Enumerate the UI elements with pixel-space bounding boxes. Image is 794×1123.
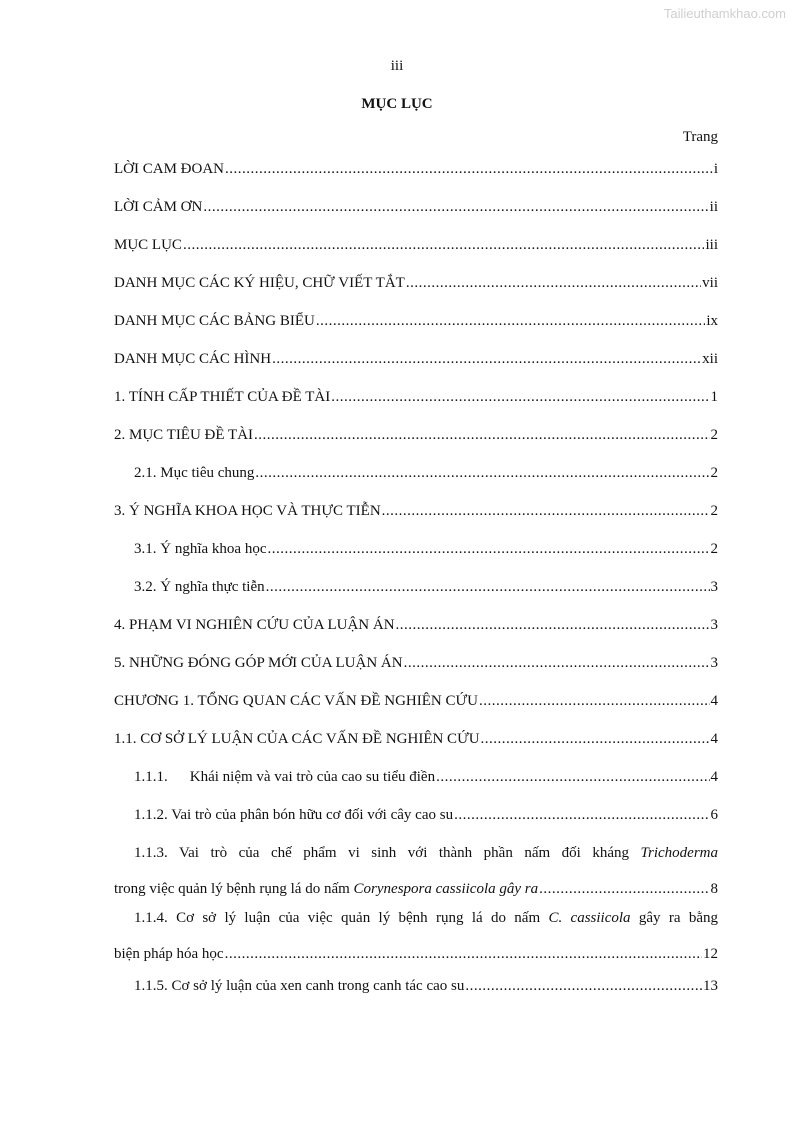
toc-entry-label: DANH MỤC CÁC HÌNH <box>114 351 272 367</box>
toc-entry[interactable] <box>134 976 718 996</box>
toc-entry[interactable] <box>134 577 718 597</box>
page-column-header: Trang <box>682 129 718 145</box>
toc-entry-page: 3 <box>710 655 718 671</box>
toc-entry-page: 12 <box>703 946 718 962</box>
toc-entry-page: 3 <box>710 579 718 595</box>
toc-entry[interactable] <box>114 235 718 255</box>
leader-dots <box>267 539 709 559</box>
toc-entry-text: gây ra bằng <box>630 910 718 926</box>
toc-entry-label: 5. NHỮNG ĐÓNG GÓP MỚI CỦA LUẬN ÁN <box>114 655 403 671</box>
toc-entry-label: 1.1.5. Cơ sở lý luận của xen canh trong canh tác cao su <box>134 978 465 994</box>
toc-entry-label: DANH MỤC CÁC BẢNG BIỂU <box>114 313 315 329</box>
leader-dots <box>316 311 705 331</box>
leader-dots <box>225 944 702 964</box>
toc-entry-page: ii <box>709 199 718 215</box>
toc-entry-line <box>114 944 718 964</box>
toc-entry-line <box>114 879 718 899</box>
toc-entry-label: 4. PHẠM VI NGHIÊN CỨU CỦA LUẬN ÁN <box>114 617 395 633</box>
toc-entry-label: 1.1.2. Vai trò của phân bón hữu cơ đối với cây cao su <box>134 807 454 823</box>
toc-entry-page: 2 <box>710 541 718 557</box>
toc-entry-label: 2. MỤC TIÊU ĐỀ TÀI <box>114 427 254 443</box>
toc-entry-text: biện pháp hóa học <box>114 946 224 962</box>
toc-entry-text: Khái niệm và vai trò của cao su tiểu điền <box>189 769 436 785</box>
leader-dots <box>225 159 713 179</box>
toc-entry[interactable] <box>134 539 718 559</box>
leader-dots <box>331 387 709 407</box>
toc-entry-label: 2.1. Mục tiêu chung <box>134 465 255 481</box>
leader-dots <box>255 463 709 483</box>
toc-entry-label: LỜI CAM ĐOAN <box>114 161 224 177</box>
toc-entry-page: iii <box>705 237 718 253</box>
leader-dots <box>481 729 710 749</box>
leader-dots <box>404 653 710 673</box>
toc-entry-label: 3.1. Ý nghĩa khoa học <box>134 541 267 557</box>
toc-entry-page: vii <box>702 275 718 291</box>
toc-entry[interactable] <box>114 387 718 407</box>
toc-entry-page: i <box>713 161 718 177</box>
toc-entry[interactable] <box>114 311 718 331</box>
leader-dots <box>436 767 709 787</box>
toc-entry-label: DANH MỤC CÁC KÝ HIỆU, CHỮ VIẾT TẮT <box>114 275 405 291</box>
toc-entry-label <box>134 767 435 787</box>
toc-entry[interactable] <box>114 615 718 635</box>
toc-entry-text: 1.1.3. Vai trò của chế phẩm vi sinh với thành phần nấm đối kháng <box>134 845 641 861</box>
toc-entry-italic: Trichoderma <box>640 845 718 861</box>
toc-entry-page: 13 <box>703 978 718 994</box>
toc-entry[interactable] <box>114 843 718 899</box>
toc-entry[interactable] <box>114 653 718 673</box>
toc-entry-page: 6 <box>710 807 718 823</box>
toc-entry[interactable] <box>114 691 718 711</box>
toc-entry-label: CHƯƠNG 1. TỔNG QUAN CÁC VẤN ĐỀ NGHIÊN CỨU <box>114 693 478 709</box>
toc-entry[interactable] <box>114 273 718 293</box>
toc-entry-label: MỤC LỤC <box>114 237 182 253</box>
toc-entry-page: ix <box>706 313 718 329</box>
toc-entry-page: 4 <box>710 731 718 747</box>
leader-dots <box>539 879 709 899</box>
toc-entry-italic: Corynespora cassiicola gây ra <box>353 881 539 897</box>
toc-entry-text: 1.1.4. Cơ sở lý luận của việc quản lý bệnh rụng lá do nấm <box>134 910 549 926</box>
toc-entry-number: 1.1.1. <box>134 769 168 785</box>
toc-entry-line <box>114 908 718 928</box>
toc-entry-line <box>114 843 718 863</box>
toc-entry-page: xii <box>702 351 718 367</box>
leader-dots <box>454 805 709 825</box>
toc-entry-page: 2 <box>710 503 718 519</box>
toc-entry[interactable] <box>114 425 718 445</box>
toc-entry-page: 2 <box>710 465 718 481</box>
toc-entry-label: 3.2. Ý nghĩa thực tiễn <box>134 579 265 595</box>
toc-entry[interactable] <box>114 197 718 217</box>
leader-dots <box>382 501 710 521</box>
toc-entry[interactable] <box>134 463 718 483</box>
toc-entry-label: LỜI CẢM ƠN <box>114 199 203 215</box>
leader-dots <box>396 615 710 635</box>
toc-entry-page: 2 <box>710 427 718 443</box>
leader-dots <box>266 577 710 597</box>
toc-entry[interactable] <box>114 159 718 179</box>
toc-entry[interactable] <box>114 501 718 521</box>
leader-dots <box>254 425 709 445</box>
toc-entry-label: 1. TÍNH CẤP THIẾT CỦA ĐỀ TÀI <box>114 389 331 405</box>
leader-dots <box>183 235 705 255</box>
toc-entry-page: 3 <box>710 617 718 633</box>
leader-dots <box>465 976 702 996</box>
leader-dots <box>479 691 710 711</box>
toc-entry[interactable] <box>134 767 718 787</box>
leader-dots <box>272 349 701 369</box>
toc-entry-italic: C. cassiicola <box>548 910 631 926</box>
toc-entry-label: 3. Ý NGHĨA KHOA HỌC VÀ THỰC TIỄN <box>114 503 381 519</box>
toc-entry-page: 1 <box>710 389 718 405</box>
toc-entry[interactable] <box>134 805 718 825</box>
page-title: MỤC LỤC <box>361 96 433 112</box>
toc-entry[interactable] <box>114 349 718 369</box>
toc-entry[interactable] <box>114 729 718 749</box>
toc-entry-text: trong việc quản lý bệnh rụng lá do nấm <box>114 881 354 897</box>
toc-entry[interactable] <box>114 908 718 964</box>
toc-entry-page: 8 <box>710 881 718 897</box>
toc-entry-page: 4 <box>710 693 718 709</box>
leader-dots <box>203 197 708 217</box>
toc-entry-page: 4 <box>710 769 718 785</box>
toc-entry-label: 1.1. CƠ SỞ LÝ LUẬN CỦA CÁC VẤN ĐỀ NGHIÊN CỨU <box>114 731 480 747</box>
watermark-text: Tailieuthamkhao.com <box>663 6 786 21</box>
leader-dots <box>406 273 701 293</box>
page-number: iii <box>390 58 404 74</box>
